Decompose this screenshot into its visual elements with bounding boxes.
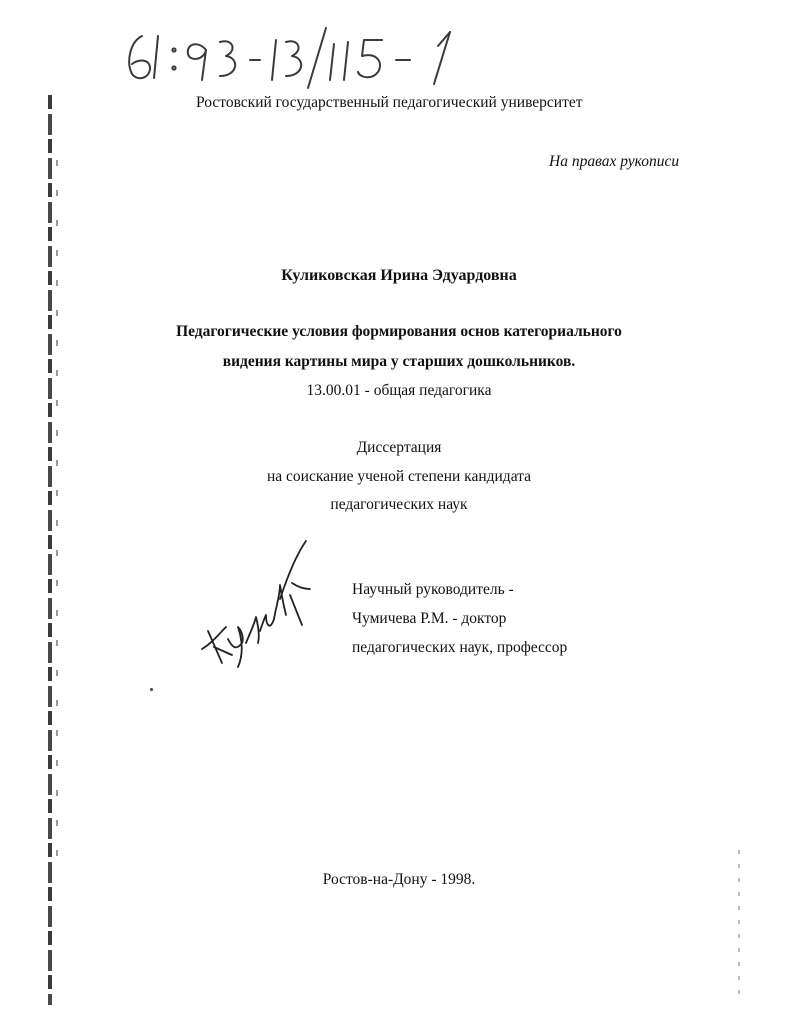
degree-line: на соискание ученой степени кандидата — [266, 468, 532, 485]
thesis-title-line-1: Педагогические условия формирования основ категориального — [176, 323, 622, 340]
university-name: Ростовский государственный педагогический университет — [196, 94, 583, 111]
dissertation-label: Диссертация — [356, 439, 442, 456]
rights-note: На правах рукописи — [549, 153, 680, 170]
scan-binding-edge — [48, 95, 52, 1005]
supervisor-label: Научный руководитель - — [352, 581, 514, 598]
scan-speck — [150, 688, 153, 691]
supervisor-degree: педагогических наук, профессор — [352, 639, 568, 656]
city-year: Ростов-на-Дону - 1998. — [322, 871, 476, 888]
supervisor-name: Чумичева Р.М. - доктор — [352, 610, 507, 627]
archive-code-handwriting — [120, 22, 500, 92]
thesis-title-line-2: видения картины мира у старших дошкольников. — [222, 353, 576, 370]
thesis-specialty: 13.00.01 - общая педагогика — [306, 382, 492, 399]
author-signature — [198, 535, 328, 675]
author-name: Куликовская Ирина Эдуардовна — [281, 267, 517, 284]
degree-field: педагогических наук — [330, 496, 468, 513]
